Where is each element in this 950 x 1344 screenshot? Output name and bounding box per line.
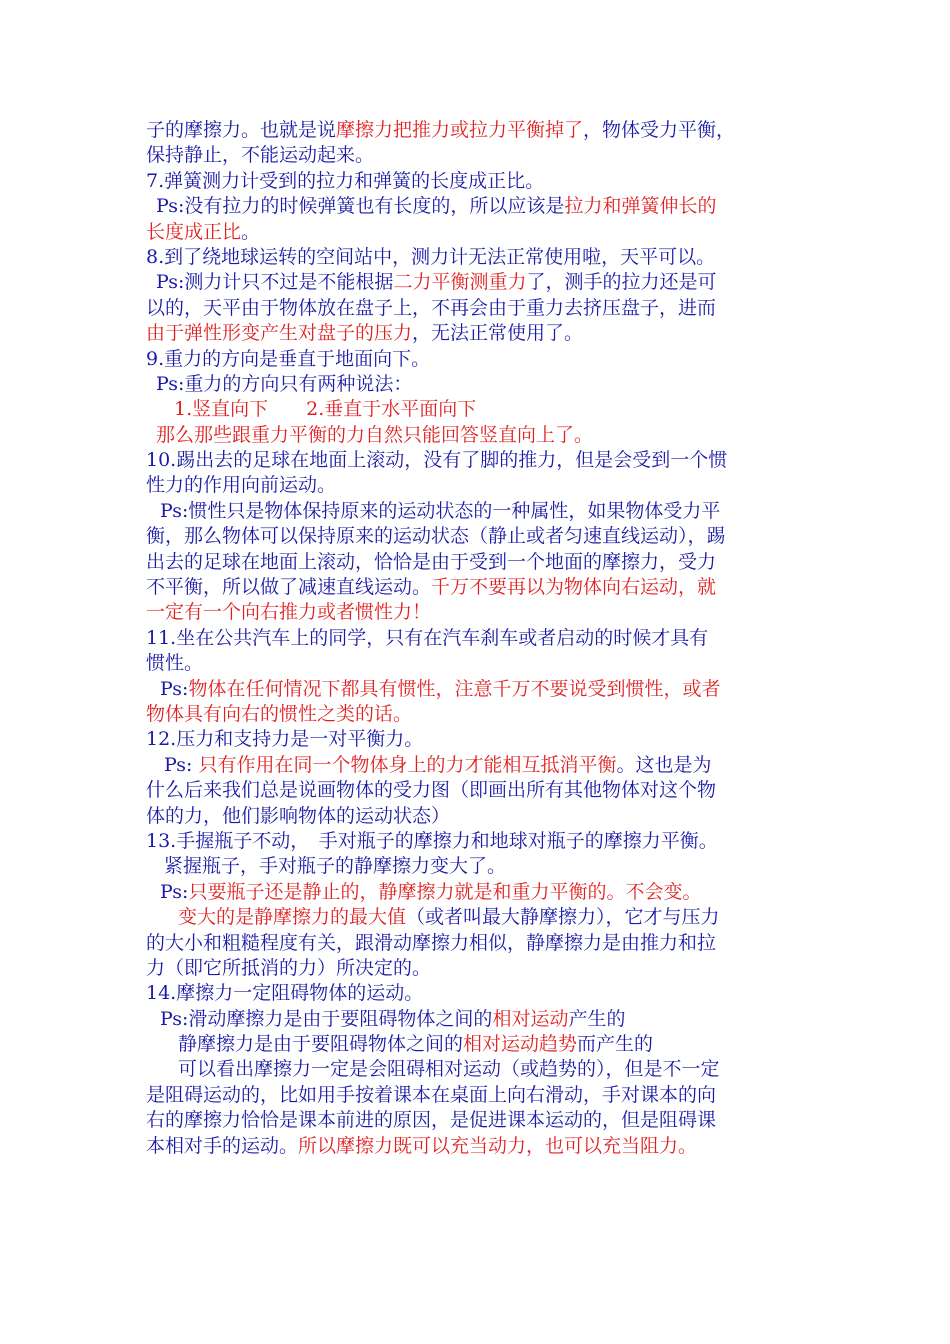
text-line (146, 550, 826, 575)
body-text: Ps: (160, 880, 189, 903)
text-line (146, 296, 826, 321)
highlight-text: 摩擦力把推力或拉力平衡掉了 (336, 119, 584, 141)
text-line (146, 1007, 826, 1032)
body-text: 。这也是为 (616, 753, 712, 776)
body-text: Ps: (164, 753, 199, 776)
body-text: Ps:重力的方向只有两种说法： (156, 372, 413, 395)
text-line (146, 804, 826, 829)
body-text: 性力的作用向前运动。 (146, 474, 337, 497)
body-text: 10.踢出去的足球在地面上滚动，没有了脚的推力，但是会受到一个惯 (146, 449, 728, 472)
body-text: 惯性。 (146, 652, 204, 675)
text-line (146, 372, 826, 397)
body-text: 11.坐在公共汽车上的同学，只有在汽车刹车或者启动的时候才具有 (146, 626, 709, 649)
body-text: 可以看出摩擦力一定是会阻碍相对运动（或趋势的），但是不一定 (178, 1058, 720, 1081)
text-line (146, 600, 826, 625)
body-text: Ps:惯性只是物体保持原来的运动状态的一种属性，如果物体受力平 (160, 499, 721, 522)
body-text: Ps:测力计只不过是不能根据 (156, 271, 394, 294)
highlight-text: 相对运动趋势 (463, 1033, 578, 1056)
body-text: 是阻碍运动的，比如用手按着课本在桌面上向右滑动，手对课本的向 (146, 1083, 717, 1106)
text-line (146, 1108, 826, 1133)
body-text: 8.到了绕地球运转的空间站中，测力计无法正常使用啦，天平可以。 (146, 245, 716, 268)
text-line (146, 931, 826, 956)
text-line (146, 677, 826, 702)
document-body (146, 118, 826, 1159)
text-line (146, 778, 826, 803)
text-line (146, 270, 826, 295)
highlight-text: 拉力和弹簧伸长的 (564, 195, 717, 218)
body-text: Ps:滑动摩擦力是由于要阻碍物体之间的 (160, 1007, 493, 1030)
text-line (146, 220, 826, 245)
text-line (146, 1083, 826, 1108)
body-text: 了，测手的拉力还是可 (526, 271, 717, 294)
text-line (146, 854, 826, 879)
text-line (146, 245, 826, 270)
text-line (146, 753, 826, 778)
body-text: 12.压力和支持力是一对平衡力。 (146, 728, 424, 751)
body-text: 。 (241, 220, 261, 243)
text-line (146, 169, 826, 194)
text-line (146, 473, 826, 498)
body-text: ，物体受力平衡， (583, 119, 736, 141)
body-text: 13.手握瓶子不动， 手对瓶子的摩擦力和地球对瓶子的摩擦力平衡。 (146, 829, 718, 852)
text-line (146, 448, 826, 473)
body-text: 14.摩擦力一定阻碍物体的运动。 (146, 982, 424, 1005)
text-line (146, 423, 826, 448)
body-text: 力（即它所抵消的力）所决定的。 (146, 956, 432, 979)
highlight-text: 千万不要再以为物体向右运动，就 (431, 576, 717, 599)
text-line (146, 321, 826, 346)
body-text: 右的摩擦力恰恰是课本前进的原因，是促进课本运动的，但是阻碍课 (146, 1109, 717, 1132)
text-line (146, 347, 826, 372)
highlight-text: 1.竖直向下 2.垂直于水平面向下 (174, 398, 477, 421)
body-text: Ps: (160, 677, 189, 700)
body-text: 静摩擦力是由于要阻碍物体之间的 (178, 1033, 464, 1056)
highlight-text: 长度成正比 (146, 220, 242, 243)
highlight-text: 只有作用在同一个物体身上的力才能相互抵消平衡 (198, 753, 617, 776)
body-text: 衡，那么物体可以保持原来的运动状态（静止或者匀速直线运动），踢 (146, 525, 726, 548)
body-text: 9.重力的方向是垂直于地面向下。 (146, 347, 431, 370)
body-text: 本相对手的运动。 (146, 1134, 299, 1157)
highlight-text: 一定有一个向右推力或者惯性力！ (146, 601, 432, 624)
text-line (146, 956, 826, 981)
body-text: （或者叫最大静摩擦力），它才与压力 (406, 906, 720, 929)
body-text: 以的，天平由于物体放在盘子上，不再会由于重力去挤压盘子，进而 (146, 296, 717, 319)
text-line (146, 1134, 826, 1159)
highlight-text: 物体具有向右的惯性之类的话。 (146, 702, 413, 725)
highlight-text: 那么那些跟重力平衡的力自然只能回答竖直向上了。 (156, 423, 594, 446)
highlight-text: 变大的是静摩擦力的最大值 (178, 906, 407, 929)
text-line (146, 829, 826, 854)
body-text: 体的力，他们影响物体的运动状态） (146, 804, 451, 827)
highlight-text: 只要瓶子还是静止的，静摩擦力就是和重力平衡的。不会变。 (188, 880, 702, 903)
text-line (146, 651, 826, 676)
text-line (146, 499, 826, 524)
body-text: 出去的足球在地面上滚动，恰恰是由于受到一个地面的摩擦力，受力 (146, 550, 717, 573)
text-line (146, 118, 826, 143)
highlight-text: 相对运动 (492, 1007, 569, 1030)
body-text: ，无法正常使用了。 (412, 322, 584, 345)
text-line (146, 981, 826, 1006)
body-text: 什么后来我们总是说画物体的受力图（即画出所有其他物体对这个物 (146, 779, 717, 802)
text-line (146, 1057, 826, 1082)
body-text: 子的摩擦力。也就是说 (146, 119, 337, 141)
text-line (146, 727, 826, 752)
text-line (146, 905, 826, 930)
highlight-text: 由于弹性形变产生对盘子的压力 (146, 322, 413, 345)
body-text: 不平衡，所以做了减速直线运动。 (146, 576, 432, 599)
body-text: 保持静止，不能运动起来。 (146, 144, 375, 167)
text-line (146, 143, 826, 168)
text-line (146, 575, 826, 600)
text-line (146, 702, 826, 727)
body-text: 产生的 (568, 1007, 626, 1030)
text-line (146, 1032, 826, 1057)
body-text: 7.弹簧测力计受到的拉力和弹簧的长度成正比。 (146, 169, 545, 192)
text-line (146, 524, 826, 549)
text-line (146, 880, 826, 905)
body-text: Ps:没有拉力的时候弹簧也有长度的，所以应该是 (156, 195, 565, 218)
highlight-text: 物体在任何情况下都具有惯性，注意千万不要说受到惯性，或者 (188, 677, 721, 700)
text-line (146, 194, 826, 219)
body-text: 而产生的 (577, 1033, 654, 1056)
text-line (146, 397, 826, 422)
body-text: 的大小和粗糙程度有关，跟滑动摩擦力相似，静摩擦力是由推力和拉 (146, 931, 717, 954)
highlight-text: 二力平衡测重力 (393, 271, 527, 294)
highlight-text: 所以摩擦力既可以充当动力，也可以充当阻力。 (298, 1134, 698, 1157)
body-text: 紧握瓶子，手对瓶子的静摩擦力变大了。 (164, 855, 507, 878)
text-line (146, 626, 826, 651)
